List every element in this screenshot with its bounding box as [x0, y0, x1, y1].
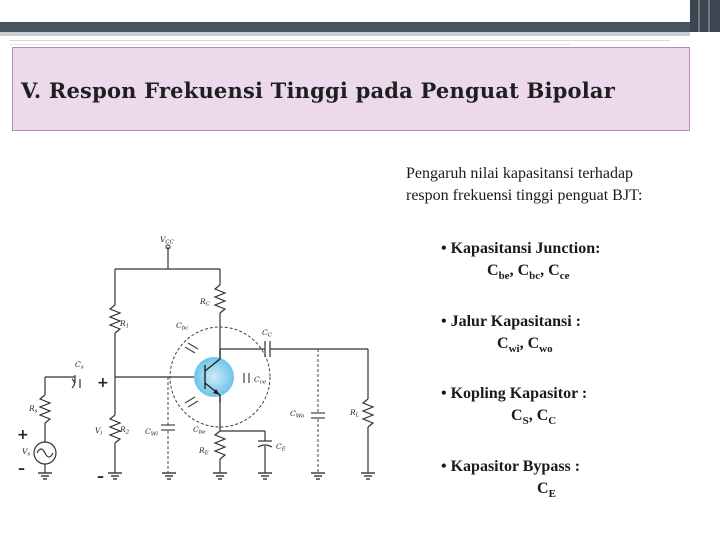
title-box	[12, 47, 690, 131]
cap-symbol: C	[511, 407, 523, 424]
cap-subscript: S	[522, 415, 529, 428]
label-vs: $V_s$	[22, 447, 31, 458]
resistor-r1	[110, 305, 120, 333]
label-vi: $V_i$	[95, 426, 103, 437]
source-minus-sign: –	[18, 461, 25, 477]
separator: ,	[519, 335, 528, 352]
bullet-values	[497, 335, 553, 355]
bullet-heading: • Kapasitor Bypass :	[441, 458, 581, 475]
top-corner-block	[690, 0, 720, 32]
cap-symbol: C	[536, 407, 549, 424]
bullet-heading: • Jalur Kapasitansi :	[441, 313, 581, 330]
cap-symbol: C	[527, 335, 540, 352]
slide-title: V. Respon Frekuensi Tinggi pada Penguat Bipolar	[21, 78, 615, 103]
label-cc: $C_C$	[262, 328, 272, 339]
resistor-r2	[110, 415, 120, 443]
label-cs: $C_s$	[75, 360, 84, 371]
bullet-values	[487, 262, 569, 282]
cap-symbol: C	[497, 335, 509, 352]
label-ce: $C_E$	[276, 442, 286, 453]
intro-line: Pengaruh nilai kapasitansi terhadap	[406, 165, 634, 182]
cap-subscript: wi	[508, 343, 520, 356]
resistor-re	[215, 431, 225, 459]
bullet-heading: • Kopling Kapasitor :	[441, 385, 588, 402]
intro-line: respon frekuensi tinggi penguat BJT:	[406, 187, 643, 204]
divider-line	[10, 40, 670, 41]
cap-symbol: C	[487, 262, 499, 279]
top-dark-band	[0, 22, 690, 32]
cap-subscript: E	[548, 488, 556, 501]
label-r1: $R_1$	[120, 319, 130, 330]
cap-symbol: C	[548, 262, 560, 279]
cap-subscript: ce	[559, 270, 570, 283]
label-rl: $R_L$	[350, 408, 360, 419]
cap-subscript: wo	[539, 343, 553, 356]
separator: ,	[528, 407, 537, 424]
label-cwo: $C_{Wo}$	[290, 409, 305, 420]
label-cbe: $C_{be}$	[193, 425, 206, 436]
cap-subscript: bc	[529, 270, 541, 283]
cap-subscript: C	[548, 415, 557, 428]
top-gray-band	[0, 32, 690, 36]
label-rs: $R_s$	[29, 404, 38, 415]
input-plus-sign: +	[97, 375, 109, 391]
resistor-rc	[215, 285, 225, 313]
ground-symbols	[38, 473, 375, 479]
label-rc: $R_C$	[200, 297, 210, 308]
resistor-rl	[363, 399, 373, 427]
bullet-heading: • Kapasitansi Junction:	[441, 240, 601, 257]
label-r2: $R_2$	[120, 425, 130, 436]
separator: ,	[509, 262, 518, 279]
cap-symbol: C	[517, 262, 530, 279]
sine-icon	[37, 449, 53, 457]
separator: ,	[540, 262, 549, 279]
label-vcc: $V_{CC}$	[160, 235, 174, 246]
resistor-rs	[40, 395, 50, 423]
label-cbc: $C_{bc}$	[176, 321, 189, 332]
cap-symbol: C	[537, 480, 549, 497]
intro-text	[406, 163, 711, 207]
label-cce: $C_{ce}$	[254, 375, 267, 386]
divider-line	[10, 44, 570, 45]
bullet-values	[511, 407, 556, 427]
cap-subscript: be	[498, 270, 510, 283]
label-re: $R_E$	[199, 446, 209, 457]
source-plus-sign: +	[17, 427, 29, 443]
label-cwi: $C_{Wi}$	[145, 427, 159, 438]
top-decoration	[0, 0, 720, 22]
input-minus-sign: –	[97, 469, 104, 485]
bjt-amplifier-circuit	[0, 225, 400, 500]
bullet-values	[537, 480, 556, 500]
